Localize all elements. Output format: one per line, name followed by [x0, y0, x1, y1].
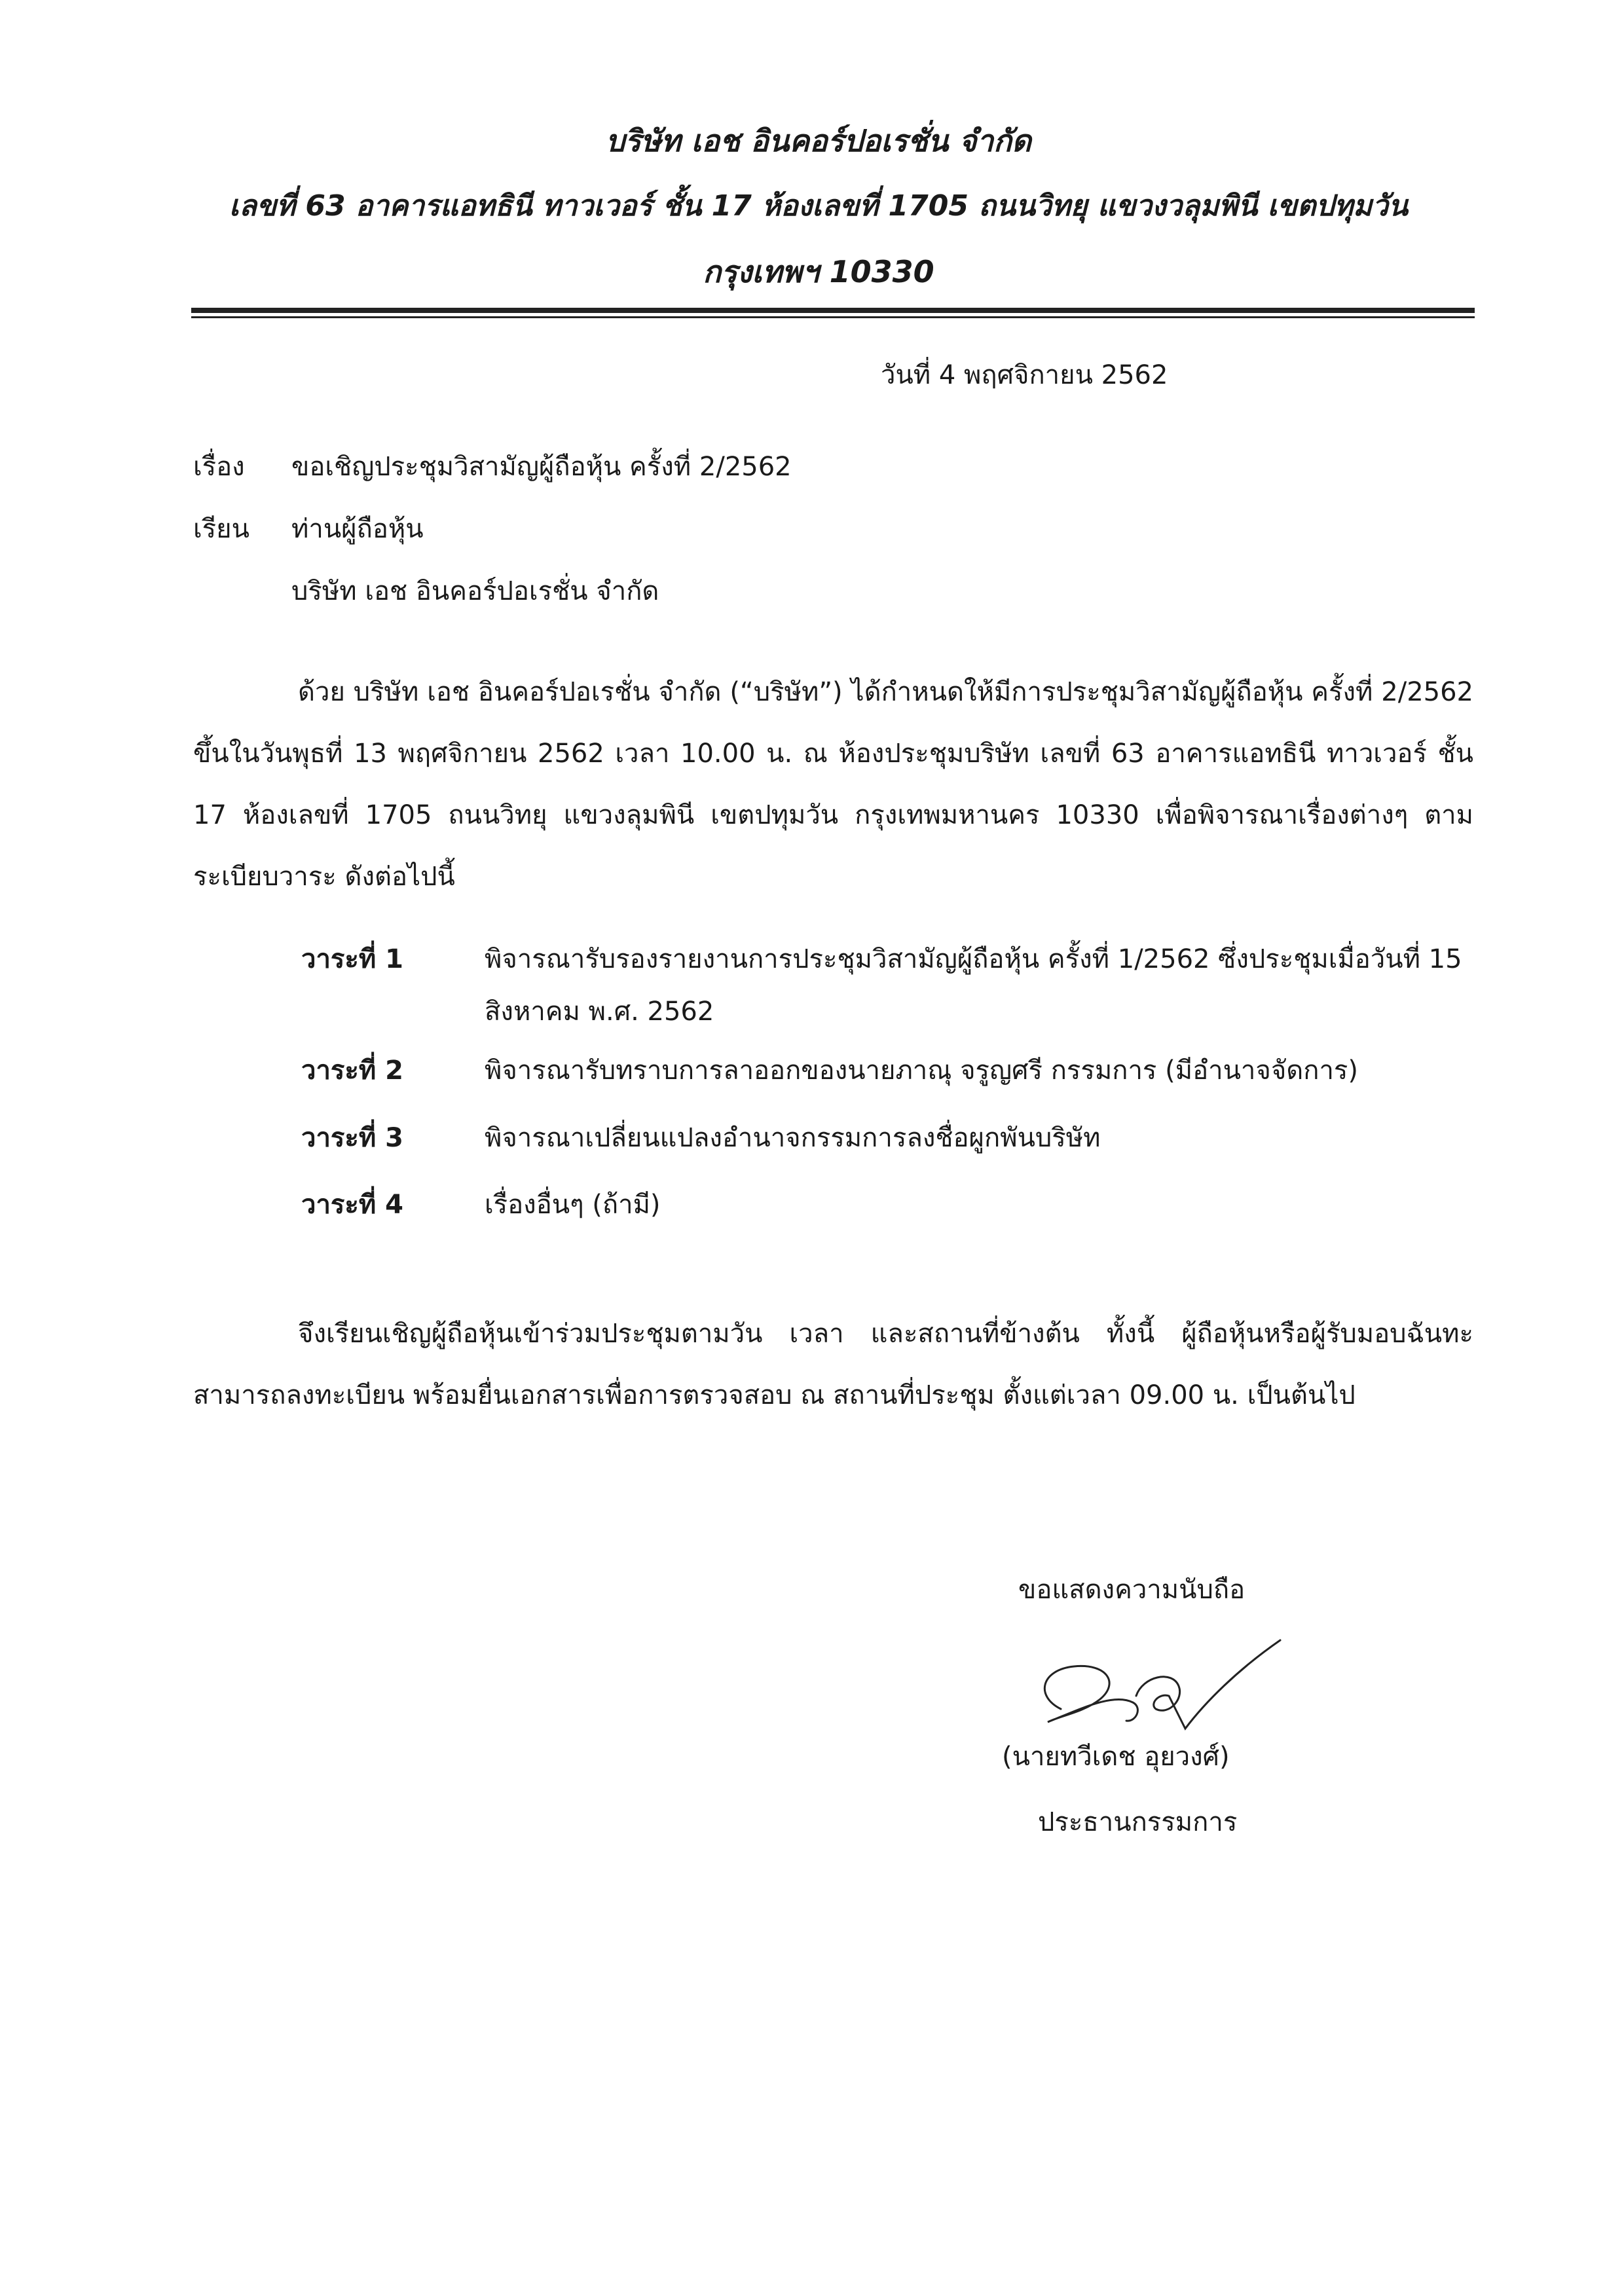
- letter-date: วันที่ 4 พฤศจิกายน 2562: [881, 360, 1168, 390]
- closing-salutation: ขอแสดงความนับถือ: [1018, 1575, 1246, 1605]
- agenda-item-text: พิจารณารับรองรายงานการประชุมวิสามัญผู้ถือหุ้น ครั้งที่ 1/2562 ซึ่งประชุมเมื่อวันที่ 15 สิงหาคม พ.ศ. 2562: [485, 944, 1462, 1027]
- company-address-line2: กรุงเทพฯ 10330: [703, 254, 934, 289]
- closing-paragraph: จึงเรียนเชิญผู้ถือหุ้นเข้าร่วมประชุมตามวัน เวลา และสถานที่ข้างต้น ทั้งนี้ ผู้ถือหุ้นหรือผู้รับมอบฉันทะสามารถลงทะเบียน พร้อมยื่นเอกสารเพื่อการตรวจสอบ ณ สถานที่ประชุม ตั้งแต่เวลา 09.00 น. เป็นต้นไป: [193, 1319, 1473, 1410]
- signer-name: (นายทวีเดช อุยวงศ์): [1002, 1742, 1230, 1772]
- subject-text: ขอเชิญประชุมวิสามัญผู้ถือหุ้น ครั้งที่ 2/2562: [291, 452, 792, 482]
- header-divider-thin: [191, 316, 1475, 318]
- agenda-item-text: พิจารณาเปลี่ยนแปลงอำนาจกรรมการลงชื่อผูกพันบริษัท: [485, 1123, 1101, 1153]
- agenda-item-label: วาระที่ 1: [301, 944, 404, 974]
- agenda-item-text: พิจารณารับทราบการลาออกของนายภาณุ จรูญศรี กรรมการ (มีอำนาจจัดการ): [485, 1056, 1359, 1086]
- agenda-item-label: วาระที่ 4: [301, 1190, 404, 1220]
- recipient-line2: บริษัท เอช อินคอร์ปอเรชั่น จำกัด: [291, 576, 659, 606]
- recipient-line1: ท่านผู้ถือหุ้น: [291, 514, 424, 544]
- recipient-label: เรียน: [193, 514, 249, 544]
- subject-label: เรื่อง: [193, 452, 245, 482]
- header-divider-thick: [191, 308, 1475, 313]
- agenda-item-label: วาระที่ 2: [301, 1056, 404, 1086]
- signer-title: ประธานกรรมการ: [1038, 1807, 1238, 1837]
- intro-paragraph: ด้วย บริษัท เอช อินคอร์ปอเรชั่น จำกัด (“บริษัท”) ได้กำหนดให้มีการประชุมวิสามัญผู้ถือหุ้น ครั้งที่ 2/2562 ขึ้นในวันพุธที่ 13 พฤศจิกายน 2562 เวลา 10.00 น. ณ ห้องประชุมบริษัท เลขที่ 63 อาคารแอทธินี ทาวเวอร์ ชั้น 17 ห้องเลขที่ 1705 ถนนวิทยุ แขวงลุมพินี เขตปทุมวัน กรุงเทพมหานคร 10330 เพื่อพิจารณาเรื่องต่างๆ ตามระเบียบวาระ ดังต่อไปนี้: [193, 677, 1473, 892]
- company-address-line1: เลขที่ 63 อาคารแอทธินี ทาวเวอร์ ชั้น 17 ห้องเลขที่ 1705 ถนนวิทยุ แขวงวลุมพินี เขตปทุมวัน: [229, 189, 1409, 223]
- agenda-item-text: เรื่องอื่นๆ (ถ้ามี): [485, 1190, 661, 1220]
- agenda-item-label: วาระที่ 3: [301, 1123, 404, 1153]
- signature-image: [1022, 1630, 1297, 1748]
- company-name: บริษัท เอช อินคอร์ปอเรชั่น จำกัด: [606, 123, 1031, 158]
